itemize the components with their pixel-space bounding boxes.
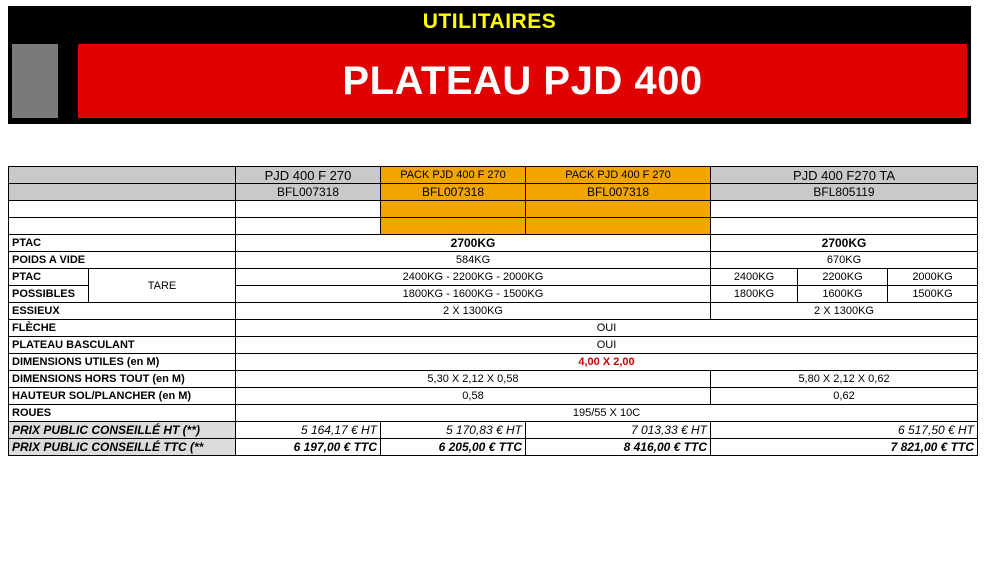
value-ptac-possibles-left-2: 1800KG - 1600KG - 1500KG bbox=[236, 286, 711, 303]
value-prix-ht-3: 7 013,33 € HT bbox=[526, 422, 711, 439]
row-label-plateau-basculant: PLATEAU BASCULANT bbox=[9, 337, 236, 354]
row-label-ptac-possibles-2: POSSIBLES bbox=[9, 286, 89, 303]
row-label-ptac: PTAC bbox=[9, 235, 236, 252]
value-essieux-right: 2 X 1300KG bbox=[711, 303, 978, 320]
value-ptac-left: 2700KG bbox=[236, 235, 711, 252]
model-title: PLATEAU PJD 400 bbox=[342, 59, 703, 103]
spacer-cell-orange bbox=[381, 201, 526, 218]
row-plateau-basculant bbox=[9, 337, 978, 354]
row-label-prix-ht: PRIX PUBLIC CONSEILLÉ HT (**) bbox=[9, 422, 236, 439]
column-header-2: PACK PJD 400 F 270 bbox=[381, 167, 526, 184]
row-label-tare: TARE bbox=[89, 269, 236, 303]
header-banner bbox=[8, 6, 971, 124]
row-prix-ht bbox=[9, 422, 978, 439]
spacer-row-1 bbox=[9, 201, 978, 218]
column-header-1: PJD 400 F 270 bbox=[236, 167, 381, 184]
value-dimensions-utiles: 4,00 X 2,00 bbox=[236, 354, 978, 371]
value-prix-ht-4: 6 517,50 € HT bbox=[711, 422, 978, 439]
value-fleche: OUI bbox=[236, 320, 978, 337]
value-ptac-possibles-right-1b: 2200KG bbox=[798, 269, 888, 286]
reference-2: BFL007318 bbox=[381, 184, 526, 201]
spacer-cell bbox=[9, 201, 236, 218]
spacer-row-2 bbox=[9, 218, 978, 235]
row-dimensions-utiles bbox=[9, 354, 978, 371]
value-prix-ttc-1: 6 197,00 € TTC bbox=[236, 439, 381, 456]
row-prix-ttc bbox=[9, 439, 978, 456]
reference-4: BFL805119 bbox=[711, 184, 978, 201]
banner-body bbox=[8, 44, 971, 118]
brand-logo bbox=[12, 44, 58, 118]
column-header-3: PACK PJD 400 F 270 bbox=[526, 167, 711, 184]
spacer-cell bbox=[711, 218, 978, 235]
row-label-prix-ttc: PRIX PUBLIC CONSEILLÉ TTC (** bbox=[9, 439, 236, 456]
value-hauteur-right: 0,62 bbox=[711, 388, 978, 405]
spacer-cell-orange bbox=[526, 218, 711, 235]
reference-empty-cell bbox=[9, 184, 236, 201]
spacer-cell-orange bbox=[526, 201, 711, 218]
value-roues: 195/55 X 10C bbox=[236, 405, 978, 422]
value-dimensions-hors-tout-right: 5,80 X 2,12 X 0,62 bbox=[711, 371, 978, 388]
reference-3: BFL007318 bbox=[526, 184, 711, 201]
header-empty-cell bbox=[9, 167, 236, 184]
row-label-dimensions-hors-tout: DIMENSIONS HORS TOUT (en M) bbox=[9, 371, 236, 388]
category-title: UTILITAIRES bbox=[422, 10, 557, 33]
row-label-hauteur-sol-plancher: HAUTEUR SOL/PLANCHER (en M) bbox=[9, 388, 236, 405]
value-essieux-left: 2 X 1300KG bbox=[236, 303, 711, 320]
value-poids-left: 584KG bbox=[236, 252, 711, 269]
row-fleche bbox=[9, 320, 978, 337]
row-label-poids-a-vide: POIDS A VIDE bbox=[9, 252, 236, 269]
row-hauteur-sol-plancher bbox=[9, 388, 978, 405]
value-ptac-possibles-right-2a: 1800KG bbox=[711, 286, 798, 303]
value-ptac-possibles-right-1c: 2000KG bbox=[888, 269, 978, 286]
value-dimensions-hors-tout-left: 5,30 X 2,12 X 0,58 bbox=[236, 371, 711, 388]
row-poids-a-vide bbox=[9, 252, 978, 269]
value-ptac-possibles-right-2c: 1500KG bbox=[888, 286, 978, 303]
row-ptac-possibles-1 bbox=[9, 269, 978, 286]
row-roues bbox=[9, 405, 978, 422]
specification-table bbox=[8, 166, 978, 456]
row-label-dimensions-utiles: DIMENSIONS UTILES (en M) bbox=[9, 354, 236, 371]
row-label-essieux: ESSIEUX bbox=[9, 303, 236, 320]
spacer-cell-orange bbox=[381, 218, 526, 235]
reference-row bbox=[9, 184, 978, 201]
row-ptac bbox=[9, 235, 978, 252]
value-poids-right: 670KG bbox=[711, 252, 978, 269]
column-header-4: PJD 400 F270 TA bbox=[711, 167, 978, 184]
reference-1: BFL007318 bbox=[236, 184, 381, 201]
spacer-cell bbox=[9, 218, 236, 235]
value-ptac-right: 2700KG bbox=[711, 235, 978, 252]
spacer-cell bbox=[711, 201, 978, 218]
value-hauteur-left: 0,58 bbox=[236, 388, 711, 405]
value-ptac-possibles-right-2b: 1600KG bbox=[798, 286, 888, 303]
value-prix-ht-2: 5 170,83 € HT bbox=[381, 422, 526, 439]
row-label-ptac-possibles-1: PTAC bbox=[9, 269, 89, 286]
value-plateau-basculant: OUI bbox=[236, 337, 978, 354]
value-prix-ttc-4: 7 821,00 € TTC bbox=[711, 439, 978, 456]
value-prix-ttc-3: 8 416,00 € TTC bbox=[526, 439, 711, 456]
row-label-roues: ROUES bbox=[9, 405, 236, 422]
value-prix-ht-1: 5 164,17 € HT bbox=[236, 422, 381, 439]
row-label-fleche: FLÈCHE bbox=[9, 320, 236, 337]
row-dimensions-hors-tout bbox=[9, 371, 978, 388]
table-header-row bbox=[9, 167, 978, 184]
row-essieux bbox=[9, 303, 978, 320]
value-ptac-possibles-left-1: 2400KG - 2200KG - 2000KG bbox=[236, 269, 711, 286]
spacer-cell bbox=[236, 201, 381, 218]
value-ptac-possibles-right-1a: 2400KG bbox=[711, 269, 798, 286]
value-prix-ttc-2: 6 205,00 € TTC bbox=[381, 439, 526, 456]
spacer-cell bbox=[236, 218, 381, 235]
